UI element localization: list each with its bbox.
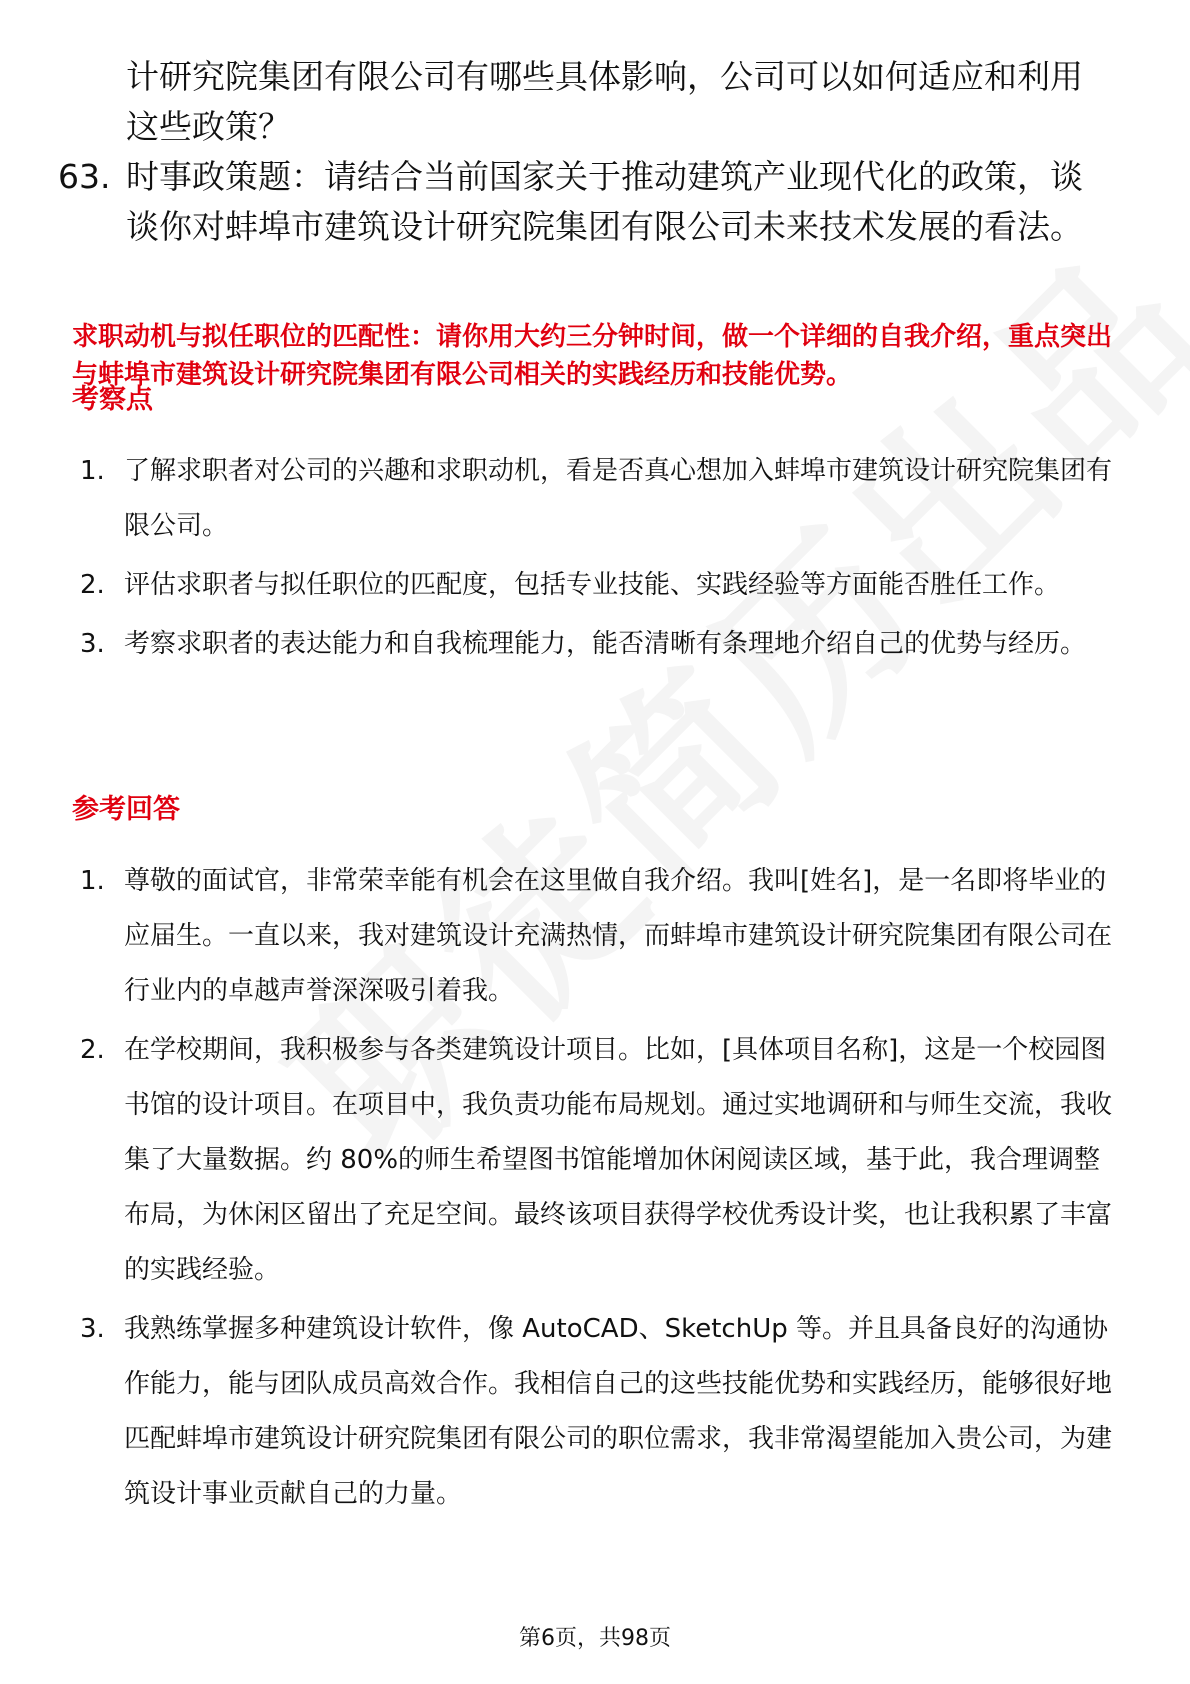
list-item: [80, 1023, 1120, 1298]
item-text: 尊敬的面试官，非常荣幸能有机会在这里做自我介绍。我叫[姓名]，是一名即将毕业的应届生。一直以来，我对建筑设计充满热情，而蚌埠市建筑设计研究院集团有限公司在行业内的卓越声誉深深吸引着我。: [124, 866, 1113, 1006]
list-item: [80, 558, 1120, 613]
previous-question-continuation: 计研究院集团有限公司有哪些具体影响，公司可以如何适应和利用这些政策？: [126, 57, 1083, 146]
item-number: 2.: [80, 1035, 105, 1065]
item-number: 1.: [80, 456, 105, 486]
item-text: 我熟练掌握多种建筑设计软件，像 AutoCAD、SketchUp 等。并且具备良好的沟通协作能力，能与团队成员高效合作。我相信自己的这些技能优势和实践经历，能够很好地匹配蚌埠市建筑设计研究院集团有限公司的职位需求，我非常渴望能加入贵公司，为建筑设计事业贡献自己的力量。: [124, 1314, 1113, 1509]
question-number: 63.: [58, 157, 111, 196]
examine-points-title: 考察点: [72, 384, 153, 415]
item-number: 3.: [80, 629, 105, 659]
item-number: 2.: [80, 570, 105, 600]
item-number: 3.: [80, 1314, 105, 1344]
question-63: [58, 152, 1118, 252]
list-item: [80, 617, 1120, 672]
reference-answer-list: [80, 854, 1120, 1526]
list-item: [80, 854, 1120, 1019]
question-text: 时事政策题：请结合当前国家关于推动建筑产业现代化的政策，谈谈你对蚌埠市建筑设计研究院集团有限公司未来技术发展的看法。: [126, 157, 1083, 246]
list-item: [80, 1302, 1120, 1522]
item-text: 评估求职者与拟任职位的匹配度，包括专业技能、实践经验等方面能否胜任工作。: [124, 570, 1061, 600]
item-text: 了解求职者对公司的兴趣和求职动机，看是否真心想加入蚌埠市建筑设计研究院集团有限公司。: [124, 456, 1113, 541]
question-heading: 求职动机与拟任职位的匹配性：请你用大约三分钟时间，做一个详细的自我介绍，重点突出与蚌埠市建筑设计研究院集团有限公司相关的实践经历和技能优势。: [72, 322, 1113, 390]
item-text: 考察求职者的表达能力和自我梳理能力，能否清晰有条理地介绍自己的优势与经历。: [124, 629, 1087, 659]
examine-points-list: [80, 444, 1120, 676]
item-text: 在学校期间，我积极参与各类建筑设计项目。比如，[具体项目名称]，这是一个校园图书馆的设计项目。在项目中，我负责功能布局规划。通过实地调研和与师生交流，我收集了大量数据。约 80%的师生希望图书馆能增加休闲阅读区域，基于此，我合理调整布局，为休闲区留出了充足空间。最终该项目获得学校优秀设计奖，也让我积累了丰富的实践经验。: [124, 1035, 1113, 1285]
list-item: [80, 444, 1120, 554]
reference-answer-title: 参考回答: [72, 794, 180, 825]
item-number: 1.: [80, 866, 105, 896]
page-number-footer: 第6页，共98页: [519, 1626, 671, 1651]
